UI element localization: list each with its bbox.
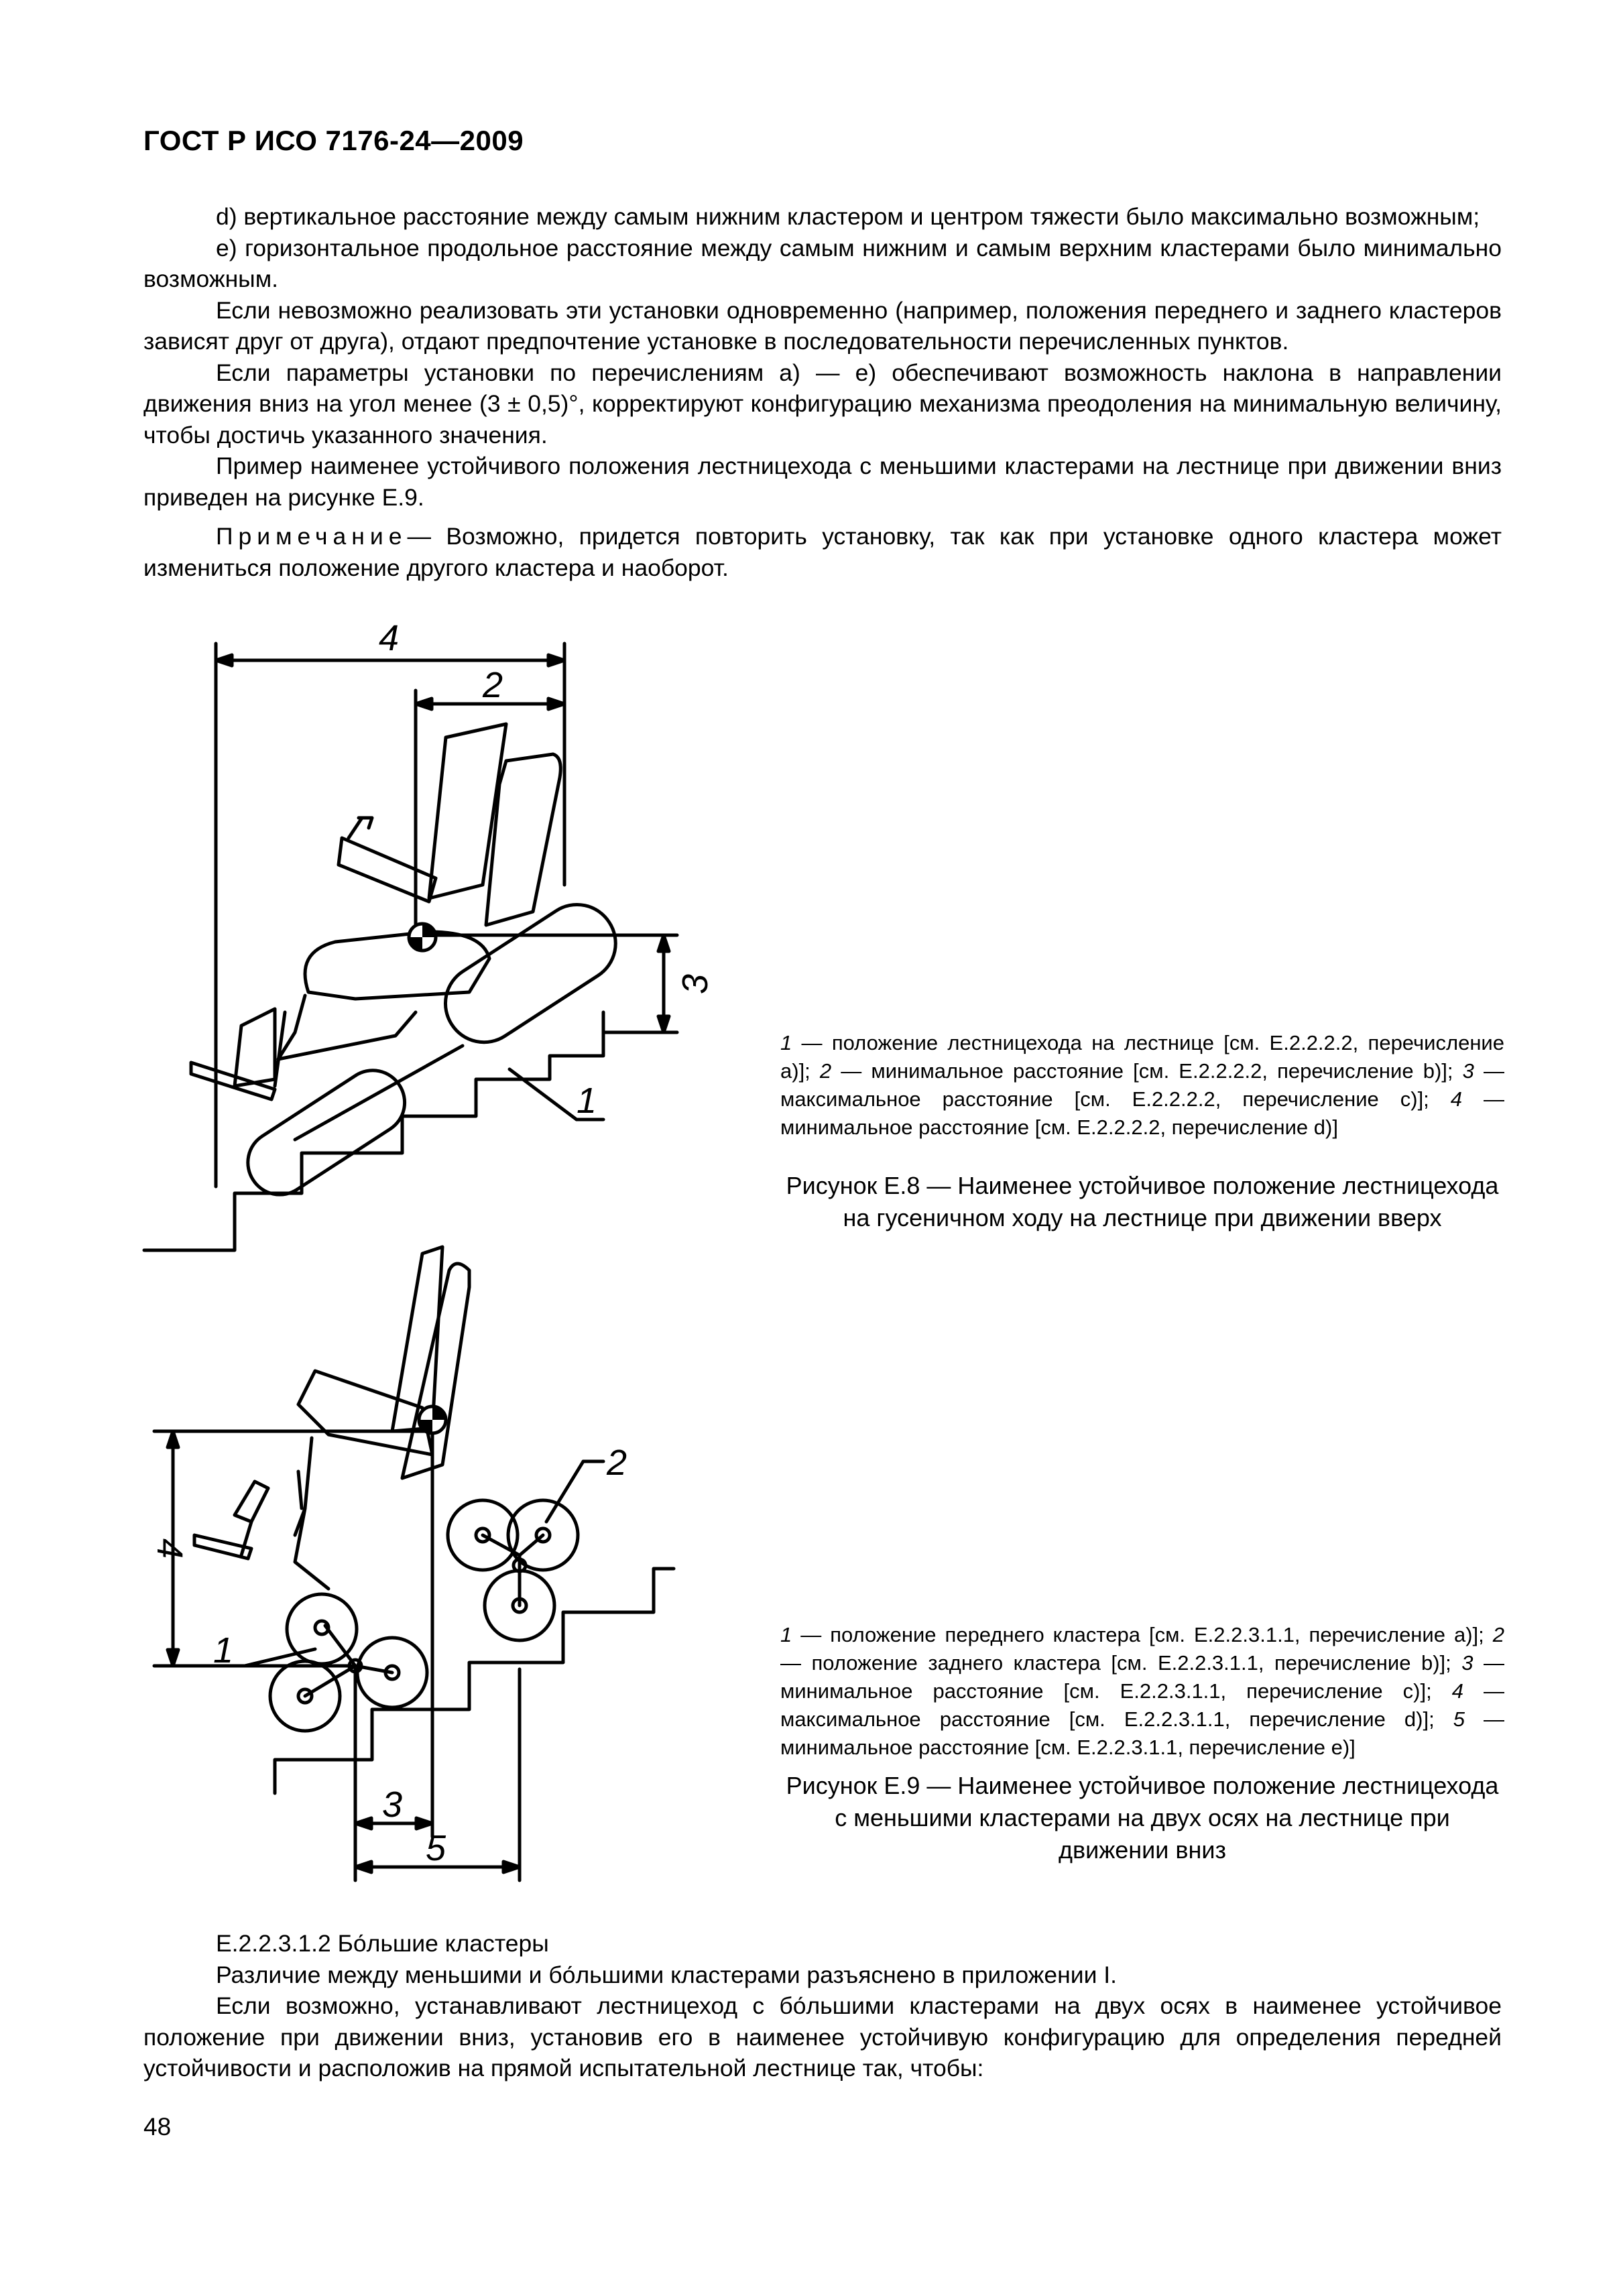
e9-label-1: 1 [213, 1630, 234, 1671]
figure-e9-drawing [134, 1240, 711, 1884]
e8-seat-back [429, 724, 506, 898]
e8-label-1: 1 [577, 1081, 597, 1121]
paragraph-e: е) горизонтальное продольное расстояние между самым нижним и самым верхним кластерами было минимально возможным. [143, 234, 1502, 292]
e8-stairs [144, 1012, 603, 1250]
note-paragraph [143, 521, 1502, 583]
paragraph-larger-clusters: Если возможно, устанавливают лестницеход с бо́льшими кластерами на двух осях в наименее устойчивое положение при движении вниз, установив его в наименее устойчивую конфигурацию для определения передней устойчивости и расположив на прямой испытательной лестнице так, чтобы: [143, 1992, 1502, 2081]
e9-label-4: 4 [149, 1538, 190, 1559]
document-header: ГОСТ Р ИСО 7176-24—2009 [143, 125, 524, 156]
note-text: — Возможно, придется повторить установку, так как при установке одного кластера может измениться положение другого кластера и наоборот. [143, 523, 1502, 581]
paragraph-difference: Различие между меньшими и бо́льшими кластерами разъяснено в приложении I. [216, 1961, 1118, 1988]
figure-e8-caption: Рисунок Е.8 — Наименее устойчивое положение лестницехода на гусеничном ходу на лестнице при движении вверх [786, 1172, 1499, 1231]
e8-label-2: 2 [483, 665, 503, 705]
e9-label-2: 2 [607, 1443, 627, 1483]
e8-label-4: 4 [379, 618, 400, 658]
e9-label-3: 3 [382, 1785, 403, 1825]
e9-seat [298, 1371, 432, 1455]
figure-e8-legend: 1 — положение лестницехода на лестнице [см. Е.2.2.2.2, перечисление а)]; 2 — минимальное расстояние [см. Е.2.2.2.2, перечисление b)]; 3 — максимальное расстояние [см. Е.2.2.2.2, перечисление с)]; 4 — минимальное расстояние [см. Е.2.2.2.2, перечисление d)] [780, 1031, 1504, 1139]
e8-center-of-gravity [409, 924, 436, 951]
e8-front-track [431, 890, 630, 1057]
e9-label-5: 5 [426, 1828, 446, 1868]
e9-rear-cluster [448, 1500, 578, 1640]
e9-center-of-gravity [419, 1406, 446, 1433]
note-label: Примечание [216, 523, 408, 550]
top-text-block [143, 201, 1502, 583]
e8-label-3: 3 [675, 973, 715, 994]
paragraph-tilt: Если параметры установки по перечислениям а) — е) обеспечивают возможность наклона в направлении движения вниз на угол менее (3 ± 0,5)°, корректируют конфигурацию механизма преодоления на минимальную величину, чтобы достичь указанного значения. [143, 359, 1502, 448]
bottom-text-block [143, 1928, 1502, 2084]
figure-e8-drawing [134, 617, 715, 1260]
paragraph-d: d) вертикальное расстояние между самым нижним кластером и центром тяжести было максимально возможным; [216, 203, 1480, 230]
paragraph-example: Пример наименее устойчивого положения лестницехода с меньшими кластерами на лестнице при движении вниз приведен на рисунке Е.9. [143, 452, 1502, 511]
e8-leader1 [509, 1069, 577, 1120]
figure-e9-legend: 1 — положение переднего кластера [см. Е.2.2.3.1.1, перечисление а)]; 2 — положение заднего кластера [см. Е.2.2.3.1.1, перечисление b)]; 3 — минимальное расстояние [см. Е.2.2.3.1.1, перечисление с)]; 4 — максимальное расстояние [см. Е.2.2.3.1.1, перечисление d)]; 5 — минимальное расстояние [см. Е.2.2.3.1.1, перечисление е)] [780, 1623, 1504, 1759]
section-heading: Е.2.2.3.1.2 Бо́льшие кластеры [216, 1930, 549, 1957]
paragraph-priority: Если невозможно реализовать эти установки одновременно (например, положения переднего и заднего кластеров зависят друг от друга), отдают предпочтение установке в последовательности перечисленных пунктов. [143, 296, 1502, 355]
e8-seat [305, 932, 489, 999]
figure-e9-caption: Рисунок Е.9 — Наименее устойчивое положение лестницехода с меньшими кластерами на двух осях на лестнице при движении вниз [786, 1772, 1499, 1864]
page-number: 48 [143, 2113, 172, 2140]
